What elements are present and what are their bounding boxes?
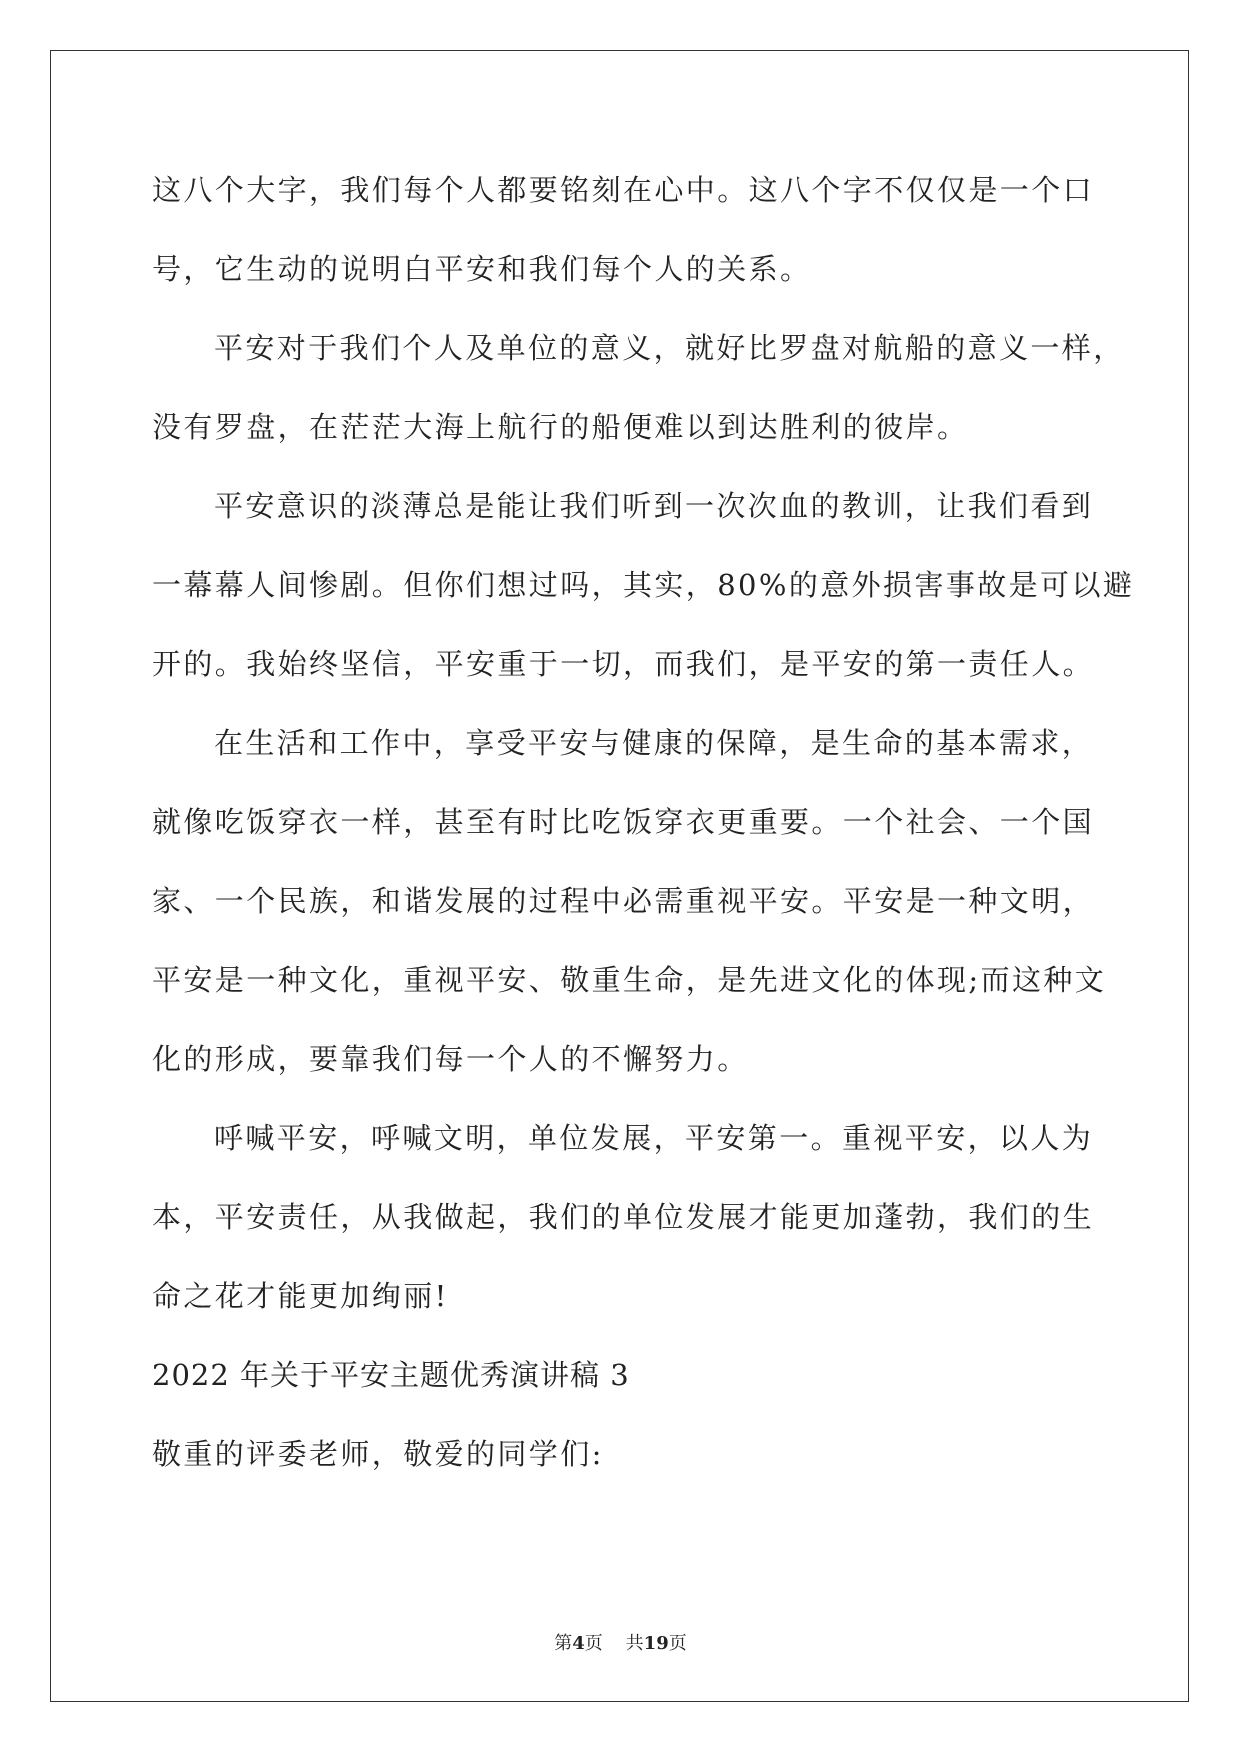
paragraph-2 <box>152 328 1125 486</box>
document-body <box>152 170 1135 1513</box>
text-line: 就像吃饭穿衣一样，甚至有时比吃饭穿衣更重要。一个社会、一个国 <box>152 805 1095 839</box>
text-line: 化的形成，要靠我们每一个人的不懈努力。 <box>152 1042 749 1076</box>
text-line: 平安是一种文化，重视平安、敬重生命，是先进文化的体现;而这种文 <box>152 963 1107 997</box>
paragraph-5 <box>152 1118 1095 1355</box>
text-line: 一幕幕人间惨剧。但你们想过吗，其实，80%的意外损害事故是可以避 <box>152 568 1135 602</box>
footer-prefix: 第 <box>554 1633 573 1654</box>
total-pages-number: 19 <box>643 1633 669 1654</box>
text-line: 没有罗盘，在茫茫大海上航行的船便难以到达胜利的彼岸。 <box>152 410 969 444</box>
current-page-number: 4 <box>572 1633 585 1654</box>
text-line: 呼喊平安，呼喊文明，单位发展，平安第一。重视平安，以人为 <box>214 1121 1094 1155</box>
paragraph-1 <box>152 170 1095 328</box>
text-line: 命之花才能更加绚丽! <box>152 1279 449 1313</box>
text-line: 本，平安责任，从我做起，我们的单位发展才能更加蓬勃，我们的生 <box>152 1200 1095 1234</box>
page-footer <box>0 1629 1241 1655</box>
text-line: 开的。我始终坚信，平安重于一切，而我们，是平安的第一责任人。 <box>152 647 1095 681</box>
paragraph-4 <box>152 723 1107 1118</box>
footer-suffix: 页 <box>668 1633 687 1654</box>
salutation: 敬重的评委老师，敬爱的同学们: <box>152 1437 604 1471</box>
text-line: 这八个大字，我们每个人都要铭刻在心中。这八个字不仅仅是一个口 <box>152 173 1095 207</box>
text-line: 平安对于我们个人及单位的意义，就好比罗盘对航船的意义一样， <box>214 331 1125 365</box>
text-line: 号，它生动的说明白平安和我们每个人的关系。 <box>152 252 812 286</box>
text-line: 平安意识的淡薄总是能让我们听到一次次血的教训，让我们看到 <box>214 489 1094 523</box>
text-line: 家、一个民族，和谐发展的过程中必需重视平安。平安是一种文明， <box>152 884 1095 918</box>
footer-mid: 页 共 <box>584 1633 644 1654</box>
paragraph-3 <box>152 486 1135 723</box>
text-line: 在生活和工作中，享受平安与健康的保障，是生命的基本需求， <box>214 726 1094 760</box>
section-heading: 2022 年关于平安主题优秀演讲稿 3 <box>152 1358 630 1392</box>
